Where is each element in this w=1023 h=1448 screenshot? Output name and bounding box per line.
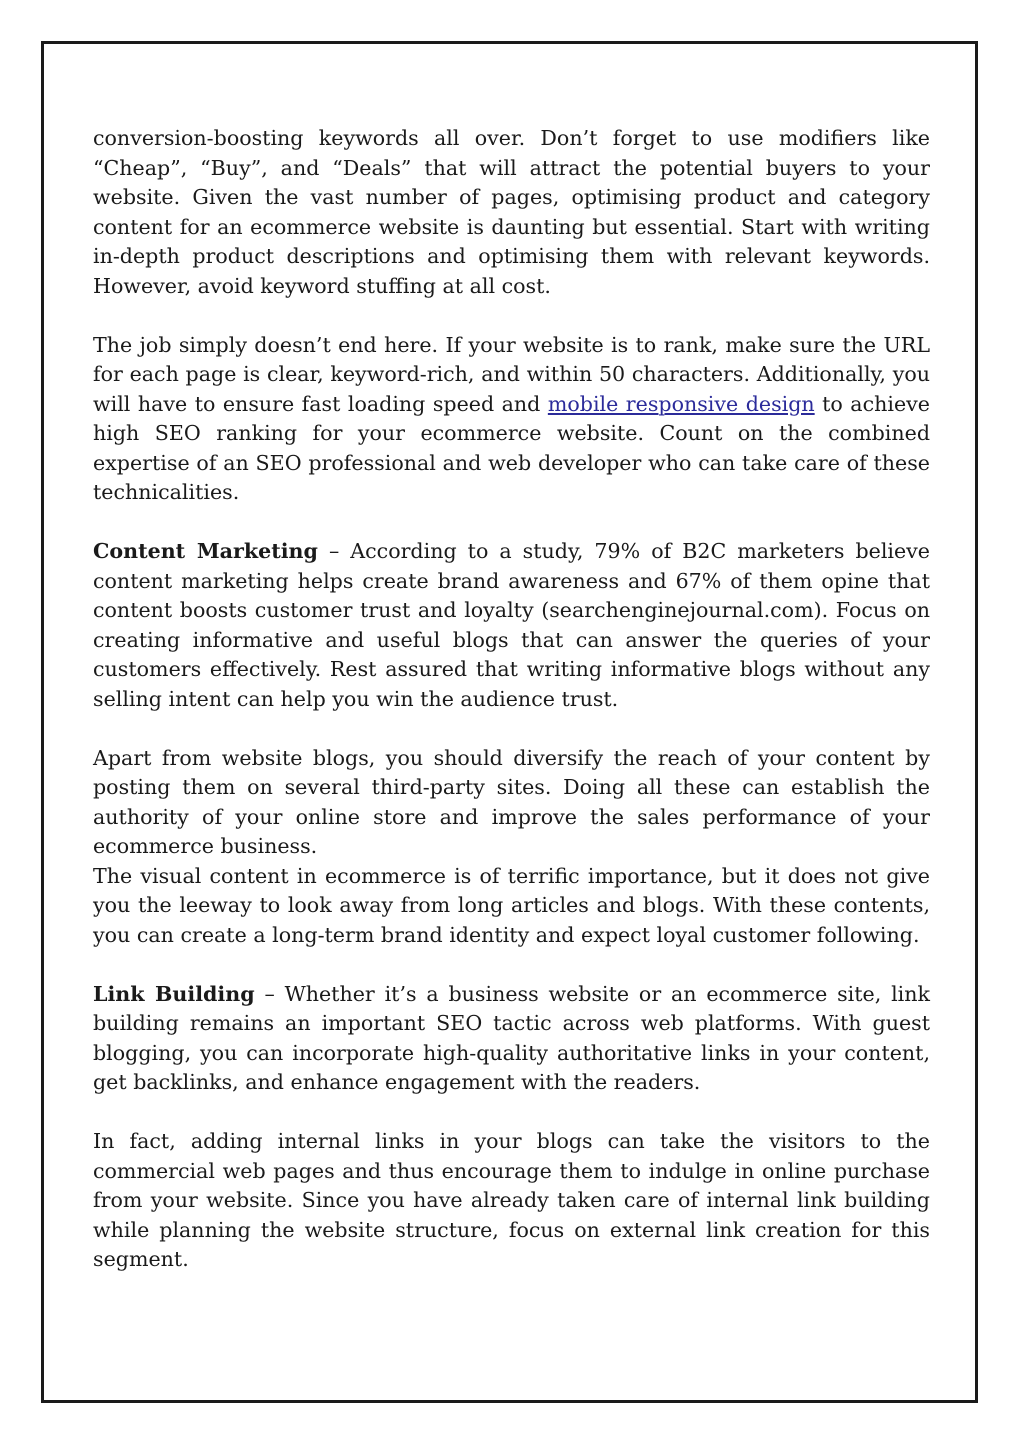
paragraph-url-text-start: The job simply doesn’t end here. If your website is to rank, make sure the URL for each page is clear, keyword-rich, and within 50 characters. Additionally, you will have to ensure fast loading speed and [93, 332, 930, 416]
document-body [93, 124, 930, 1304]
paragraph-third-party-sites: Apart from website blogs, you should diversify the reach of your content by posting them on several third-party sites. Doing all these can establish the authority of your online store and improve the sales performance of your ecommerce business. [93, 745, 930, 858]
paragraph-link-building [93, 980, 930, 1098]
link-building-text: – Whether it’s a business website or an ecommerce site, link building remains an important SEO tactic across web platforms. With guest blogging, you can incorporate high-quality authoritative links in your content, get backlinks, and enhance engagement with the readers. [93, 981, 931, 1094]
content-marketing-text: – According to a study, 79% of B2C marketers believe content marketing helps create brand awareness and 67% of them opine that content boosts customer trust and loyalty (searchenginejournal.com). Focus on creating informative and useful blogs that can answer the queries of your customers effectively. Rest assured that writing informative blogs without any selling intent can help you win the audience trust. [93, 539, 930, 711]
paragraph-keywords: conversion-boosting keywords all over. Don’t forget to use modifiers like “Cheap”, “Buy”, and “Deals” that will attract the potential buyers to your website. Given the vast number of pages, optimising product and category content for an ecommerce website is daunting but essential. Start with writing in-depth product descriptions and optimising them with relevant keywords. However, avoid keyword stuffing at all cost. [93, 126, 930, 298]
mobile-responsive-design-link[interactable]: mobile responsive design [547, 391, 815, 416]
paragraph-url-text-end: to achieve high SEO ranking for your ecommerce website. Count on the combined expertise of an SEO professional and web developer who can take care of these technicalities. [93, 391, 930, 504]
content-marketing-heading: Content Marketing [93, 539, 318, 563]
link-building-heading: Link Building [93, 981, 255, 1006]
paragraph-url-optimisation [93, 331, 930, 508]
paragraph-content-marketing [93, 537, 930, 714]
paragraph-internal-links: In fact, adding internal links in your blogs can take the visitors to the commercial web pages and thus encourage them to indulge in online purchase from your website. Since you have already taken care of internal link building while planning the website structure, focus on external link creation for this segment. [93, 1129, 930, 1271]
paragraph-visual-content: The visual content in ecommerce is of terrific importance, but it does not give you the leeway to look away from long articles and blogs. With these contents, you can create a long-term brand identity and expect loyal customer following. [93, 863, 930, 947]
